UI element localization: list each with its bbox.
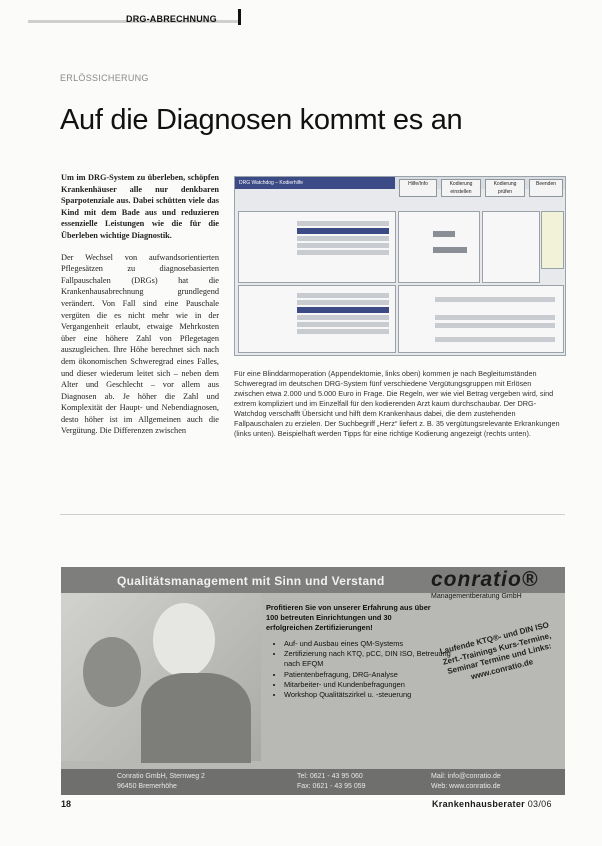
screenshot-row <box>297 329 389 334</box>
screenshot-row <box>297 250 389 255</box>
screenshot-row <box>435 297 555 302</box>
ad-logo-subtitle: Managementberatung GmbH <box>431 593 522 600</box>
screenshot-row <box>297 243 389 248</box>
article-lead: Um im DRG-System zu überleben, schöpfen Krankenhäuser alle nur denkbaren Sparpotenziale aus. Dabei schütten viele das Kind mit dem Bade aus und reduzieren essenzielle Leistungen wie die für die Überleben wichtige Diagnostik. <box>61 173 219 240</box>
section-label: DRG-ABRECHNUNG <box>126 14 217 24</box>
screenshot-selected-row <box>297 307 389 313</box>
figure-caption: Für eine Blinddarmoperation (Appendektomie, links oben) kommen je nach Begleitumständen Schweregrad im deutschen DRG-System fünf verschiedene Vergütungsgruppen mit Erlösen zwischen etwa 2.000 und 5.000 Euro in Frage. Die Regeln, wer wie viel Betrag vergeben wird, sind extrem kompliziert und im Einzelfall für den kodierenden Arzt kaum durchschaubar. Der DRG-Watchdog verschafft Übersicht und hilft dem Krankenhaus dabei, die dem zustehenden Fallpauschalen zu erzielen. Der Suchbegriff „Herz“ liefert z. B. 35 vergütungsrelevante Erkrankungen (links unten). Beispielhaft werden Tipps für eine richtige Kodierung angezeigt (rechts unten). <box>234 369 560 438</box>
screenshot-row <box>435 337 555 342</box>
article-body-column <box>61 172 219 447</box>
screenshot-button-help: Hilfe/Info <box>399 179 437 197</box>
article-body: Der Wechsel von aufwandsorientierten Pflegesätzen zu diagnosebasierten Fallpauschalen (DRGs) hat die Krankenhausabrechnung grundlegend verändert. Von Fall sind eine Pauschale vergüten die es nicht mehr wie in der Vergangenheit erlaubt, etwaige Mehrkosten über eine höhere Zahl von Pflegetagen auszugleichen. Ihre Höhe berechnet sich nach dem ökonomischen Schweregrad eines Falles, und dieser wiederum leitet sich – neben dem Alter und Geschlecht – vor allem aus Diagnosen ab. Je höher die Zahl und Komplexität der Haupt- und Nebendiagnosen, desto höher ist im Allgemeinen auch die Vergütung. Die Differenzen zwischen <box>61 252 219 436</box>
ad-service-item: • Auf- und Ausbau eines QM-Systems <box>284 639 459 649</box>
photo-shoulders <box>141 673 251 763</box>
screenshot-bar <box>433 231 455 237</box>
screenshot-row <box>297 221 389 226</box>
ad-headline: Qualitätsmanagement mit Sinn und Verstand <box>117 574 385 588</box>
ad-intro: Profitieren Sie von unserer Erfahrung aus über 100 betreuten Einrichtungen und 30 erfolgreichen Zertifizierungen! <box>266 603 431 632</box>
software-screenshot <box>234 176 566 356</box>
screenshot-row <box>297 293 389 298</box>
photo-person-man <box>83 637 141 707</box>
ad-logo: conratio® <box>431 568 539 591</box>
screenshot-button-exit: Beenden <box>529 179 563 197</box>
magazine-name: Krankenhausberater <box>432 799 525 809</box>
ad-website: Web: www.conratio.de <box>431 783 501 790</box>
screenshot-row <box>435 315 555 320</box>
ad-footer-band <box>61 769 565 795</box>
screenshot-row <box>435 323 555 328</box>
ad-fax: Fax: 0621 - 43 95 059 <box>297 783 366 790</box>
article-kicker: ERLÖSSICHERUNG <box>60 73 149 83</box>
header-bar <box>238 9 241 25</box>
magazine-footer <box>432 799 552 809</box>
ad-stamp-text: Laufende KTQ®- und DIN ISO Zert.-Trainings Kurs-Termine, Seminar Termine und Links: www.conratio.de <box>438 620 553 681</box>
ad-city: 96450 Bremerhöhe <box>117 783 177 790</box>
ad-phone: Tel: 0621 - 43 95 060 <box>297 773 363 780</box>
screenshot-row <box>297 300 389 305</box>
photo-person-woman <box>153 603 215 677</box>
ad-service-item: • Patientenbefragung, DRG-Analyse <box>284 670 459 680</box>
screenshot-panel-values <box>482 211 540 283</box>
screenshot-panel-notes <box>541 211 564 269</box>
advertisement <box>61 567 565 795</box>
ad-service-item: • Mitarbeiter- und Kundenbefragungen <box>284 680 459 690</box>
screenshot-row <box>297 236 389 241</box>
ad-photo <box>61 593 261 761</box>
ad-service-item: • Workshop Qualitätszirkel u. -steuerung <box>284 690 459 700</box>
screenshot-titlebar: DRG Watchdog – Kodierhilfe <box>235 177 399 189</box>
article-headline: Auf die Diagnosen kommt es an <box>60 104 463 136</box>
screenshot-selected-row <box>297 228 389 234</box>
screenshot-bar <box>433 247 467 253</box>
ad-email: Mail: info@conratio.de <box>431 773 501 780</box>
screenshot-row <box>297 322 389 327</box>
screenshot-button-check: Kodierung prüfen <box>485 179 525 197</box>
page-number: 18 <box>61 799 72 809</box>
ad-address: Conratio GmbH, Sternweg 2 <box>117 773 205 780</box>
screenshot-row <box>297 315 389 320</box>
separator-rule <box>60 514 565 515</box>
magazine-issue: 03/06 <box>527 799 552 809</box>
ad-service-item: • Zertifizierung nach KTQ, pCC, DIN ISO, Betreuung nach EFQM <box>284 649 459 669</box>
screenshot-button-setup: Kodierung einstellen <box>441 179 481 197</box>
